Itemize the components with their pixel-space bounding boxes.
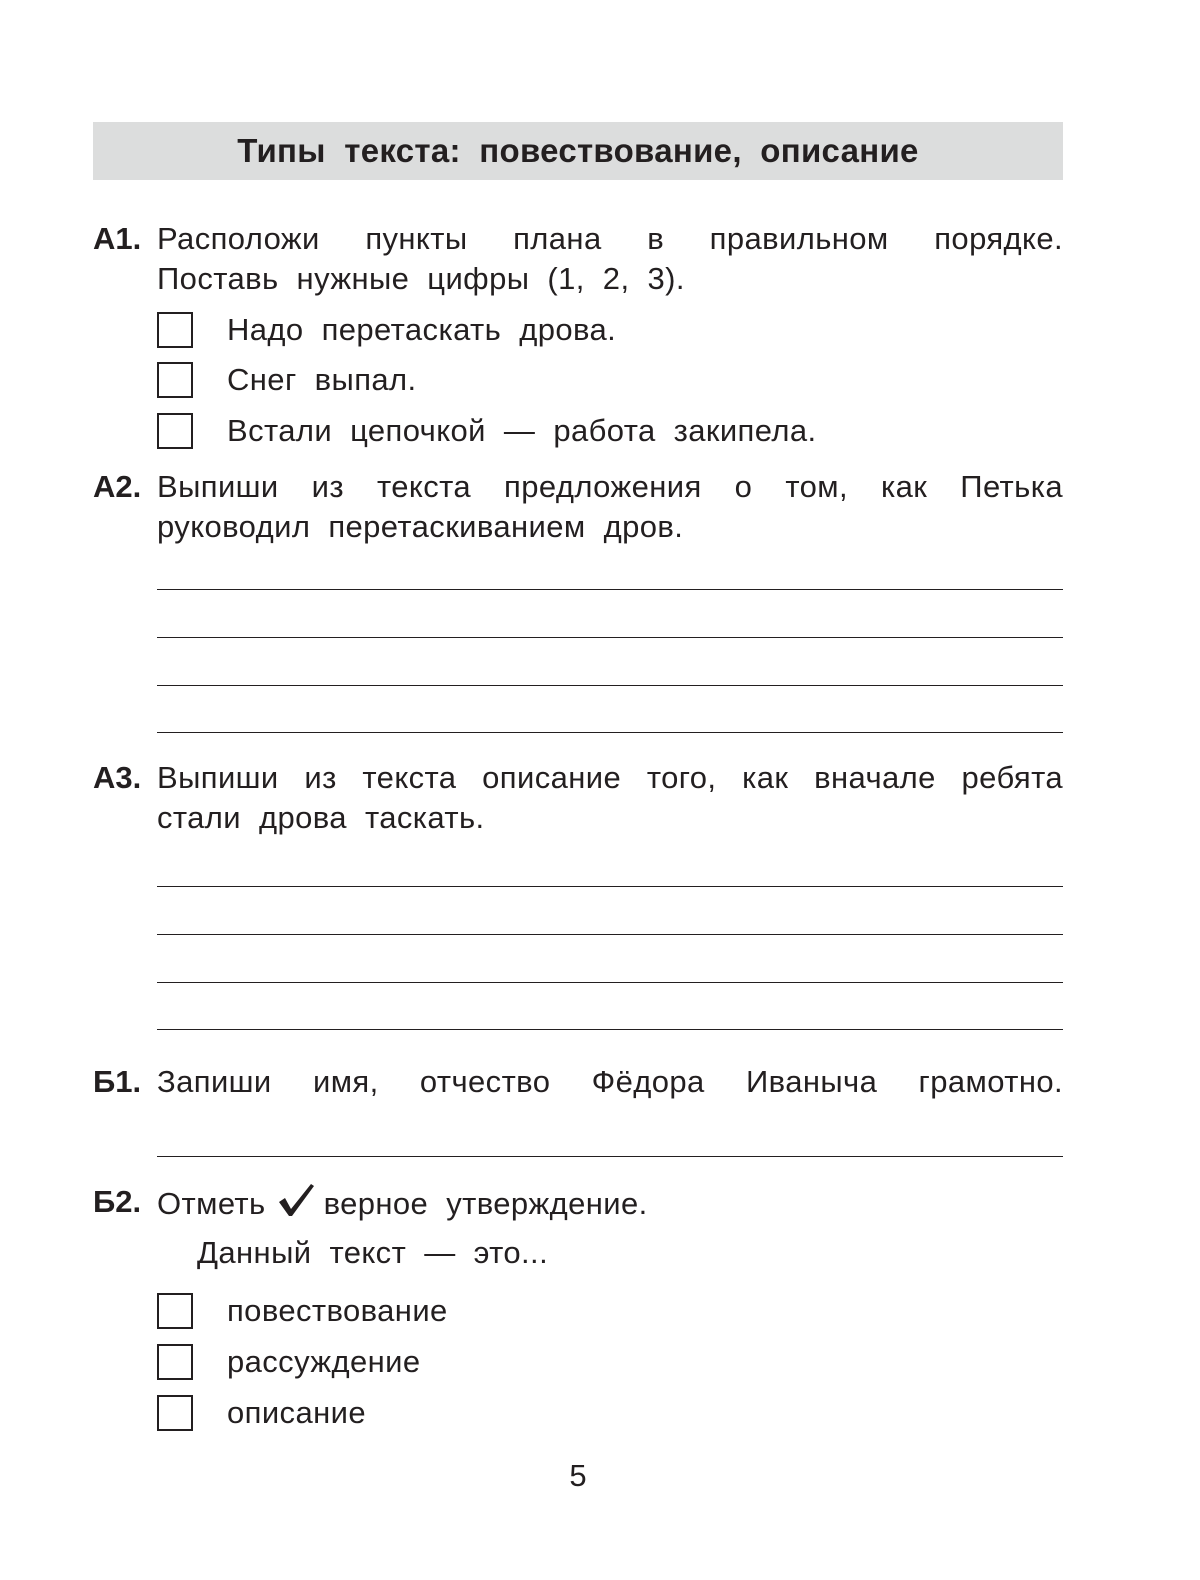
a1-option-1[interactable] <box>157 310 616 350</box>
option-label: Надо перетаскать дрова. <box>227 312 617 347</box>
answer-checkbox[interactable] <box>157 1395 193 1431</box>
option-label: описание <box>227 1395 366 1430</box>
checkmark-icon <box>276 1182 316 1218</box>
task-text: Расположи пункты плана в правильном порядке. Поставь нужные цифры (1, 2, 3). <box>157 221 1063 296</box>
b2-prompt: Данный текст — это... <box>197 1235 549 1270</box>
task-text: Выпиши из текста предложения о том, как Петька руководил перетаскиванием дров. <box>157 469 1063 544</box>
b2-option-2[interactable] <box>157 1342 420 1382</box>
a1-option-3[interactable] <box>157 411 817 451</box>
answer-line[interactable] <box>157 934 1063 935</box>
task-text-after: верное утверждение. <box>323 1186 648 1221</box>
task-text: Выпиши из текста описание того, как вначале ребята стали дрова таскать. <box>157 760 1063 835</box>
answer-checkbox[interactable] <box>157 413 193 449</box>
answer-line[interactable] <box>157 732 1063 733</box>
task-a2 <box>93 467 1063 547</box>
task-text-before: Отметь <box>157 1186 266 1221</box>
task-text <box>157 1182 1063 1224</box>
answer-line[interactable] <box>157 685 1063 686</box>
task-number: А3. <box>93 760 142 795</box>
answer-line[interactable] <box>157 886 1063 887</box>
answer-checkbox[interactable] <box>157 312 193 348</box>
task-a1 <box>93 219 1063 299</box>
title-bar <box>93 122 1063 180</box>
answer-line[interactable] <box>157 1029 1063 1030</box>
page-number: 5 <box>569 1458 587 1493</box>
option-label: Встали цепочкой — работа закипела. <box>227 413 817 448</box>
task-text: Запиши имя, отчество Фёдора Иваныча грамотно. <box>157 1064 1063 1099</box>
option-label: повествование <box>227 1293 448 1328</box>
answer-line[interactable] <box>157 982 1063 983</box>
a1-option-2[interactable] <box>157 360 417 400</box>
answer-line[interactable] <box>157 637 1063 638</box>
task-number: Б1. <box>93 1064 142 1099</box>
task-number: Б2. <box>93 1184 142 1219</box>
option-label: Снег выпал. <box>227 362 417 397</box>
answer-line[interactable] <box>157 1156 1063 1157</box>
answer-checkbox[interactable] <box>157 1344 193 1380</box>
b2-option-1[interactable] <box>157 1291 448 1331</box>
b2-option-3[interactable] <box>157 1393 366 1433</box>
option-label: рассуждение <box>227 1344 421 1379</box>
answer-checkbox[interactable] <box>157 362 193 398</box>
task-b2 <box>93 1182 1063 1224</box>
task-b1 <box>93 1062 1063 1102</box>
task-a3 <box>93 758 1063 838</box>
answer-line[interactable] <box>157 589 1063 590</box>
page-title: Типы текста: повествование, описание <box>237 132 919 169</box>
answer-checkbox[interactable] <box>157 1293 193 1329</box>
task-number: А1. <box>93 221 142 256</box>
task-number: А2. <box>93 469 142 504</box>
